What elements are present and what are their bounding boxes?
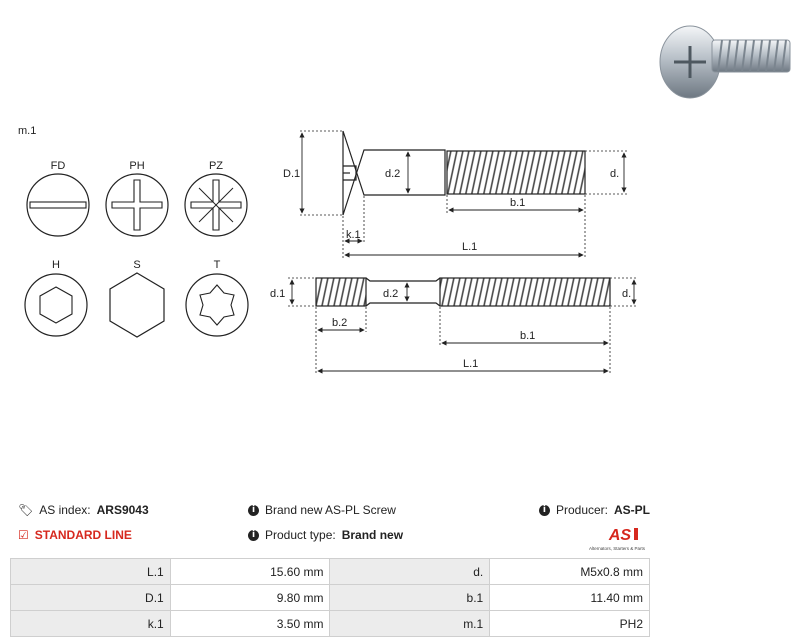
- tag-icon: 🏷︎: [18, 503, 34, 517]
- head-types-label: m.1: [18, 125, 37, 137]
- dim-L1: L.1: [462, 241, 478, 253]
- spec-value: M5x0.8 mm: [490, 559, 650, 585]
- head-type-code: PZ: [208, 160, 224, 172]
- pozidriv-cross-icon: [185, 174, 247, 236]
- head-type-s: [110, 259, 164, 337]
- product-photo: [660, 26, 790, 98]
- logo-text: AS: [608, 527, 632, 544]
- stud-drawing: [270, 278, 638, 374]
- head-type-pz: [185, 160, 247, 236]
- head-type-fd: [27, 160, 89, 236]
- dim-d1: d.1: [270, 288, 286, 300]
- head-type-ph: [106, 160, 168, 236]
- info-row-1: [18, 503, 782, 523]
- spec-value: 3.50 mm: [170, 611, 330, 637]
- dim-b1: b.1: [510, 197, 526, 209]
- table-row: [11, 611, 650, 637]
- spec-key: L.1: [11, 559, 171, 585]
- head-type-code: FD: [50, 160, 66, 172]
- screw-drawing: [283, 131, 628, 258]
- spec-value: 15.60 mm: [170, 559, 330, 585]
- producer-value: AS-PL: [614, 503, 650, 517]
- producer: [539, 503, 650, 517]
- producer-label: Producer:: [555, 503, 608, 517]
- as-index-label: AS index:: [39, 503, 91, 517]
- hex-head-icon: [110, 273, 164, 337]
- as-index: [18, 503, 149, 517]
- spec-key: d.: [330, 559, 490, 585]
- product-type-value: Brand new: [341, 528, 404, 542]
- dim-b1: b.1: [520, 330, 536, 342]
- spec-value: 11.40 mm: [490, 585, 650, 611]
- dim-d: d.: [622, 288, 632, 300]
- dim-d: d.: [610, 168, 620, 180]
- table-row: [11, 585, 650, 611]
- dim-d2: d.2: [383, 288, 399, 300]
- as-index-value: ARS9043: [96, 503, 149, 517]
- product-type: [248, 528, 403, 542]
- spec-key: b.1: [330, 585, 490, 611]
- head-type-t: [186, 259, 248, 336]
- head-type-code: T: [213, 259, 221, 271]
- product-line: [18, 528, 132, 542]
- description: [248, 503, 396, 517]
- dim-D1: D.1: [283, 168, 301, 180]
- checkbox-icon: ☑: [18, 528, 29, 542]
- head-type-code: PH: [129, 160, 145, 172]
- logo-tagline: Alternators, Starters & Parts: [588, 546, 646, 551]
- head-type-code: H: [52, 259, 60, 271]
- info-icon: i: [539, 505, 550, 516]
- info-row-2: [18, 528, 782, 548]
- head-type-code: S: [133, 259, 141, 271]
- hex-socket-icon: [25, 274, 87, 336]
- info-icon: i: [248, 505, 259, 516]
- spec-table: [10, 558, 650, 637]
- flat-slot-icon: [27, 174, 89, 236]
- table-row: [11, 559, 650, 585]
- standard-line-label: STANDARD LINE: [34, 528, 132, 542]
- product-type-label: Product type:: [265, 528, 336, 542]
- torx-star-icon: [186, 274, 248, 336]
- spec-key: D.1: [11, 585, 171, 611]
- phillips-cross-icon: [106, 174, 168, 236]
- spec-key: m.1: [330, 611, 490, 637]
- description-text: Brand new AS-PL Screw: [265, 503, 396, 517]
- info-icon: i: [248, 530, 259, 541]
- spec-key: k.1: [11, 611, 171, 637]
- dim-k1: k.1: [346, 229, 361, 241]
- as-logo: [584, 525, 650, 553]
- spec-value: 9.80 mm: [170, 585, 330, 611]
- head-type-h: [25, 259, 87, 336]
- spec-value: PH2: [490, 611, 650, 637]
- dim-L1: L.1: [463, 358, 479, 370]
- dim-b2: b.2: [332, 317, 348, 329]
- dim-d2: d.2: [385, 168, 401, 180]
